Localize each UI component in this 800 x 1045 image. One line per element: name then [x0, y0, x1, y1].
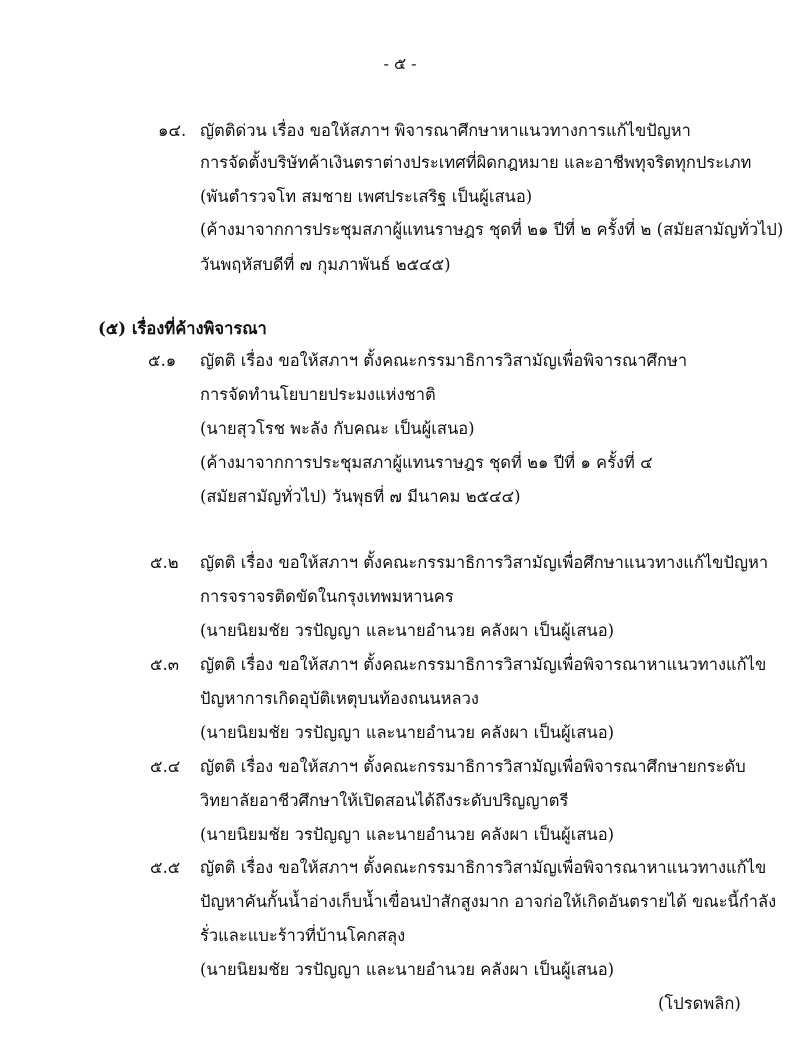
item-5-4-line-1: ญัตติ เรื่อง ขอให้สภาฯ ตั้งคณะกรรมาธิการวิสามัญเพื่อพิจารณาศึกษายกระดับ	[200, 757, 746, 776]
item-5-1-line-2: การจัดทำนโยบายประมงแห่งชาติ	[200, 385, 436, 404]
item-5-2-line-1: ญัตติ เรื่อง ขอให้สภาฯ ตั้งคณะกรรมาธิการวิสามัญเพื่อศึกษาแนวทางแก้ไขปัญหา	[200, 553, 769, 572]
item-14-line-3: (พันตำรวจโท สมชาย เพศประเสริฐ เป็นผู้เสนอ)	[200, 187, 533, 206]
item-5-3-line-2: ปัญหาการเกิดอุบัติเหตุบนท้องถนนหลวง	[200, 689, 479, 708]
item-14-line-1: ญัตติด่วน เรื่อง ขอให้สภาฯ พิจารณาศึกษาหาแนวทางการแก้ไขปัญหา	[200, 121, 691, 140]
item-5-2-line-3: (นายนิยมชัย วรปัญญา และนายอำนวย คลังผา เป็นผู้เสนอ)	[200, 621, 615, 640]
item-5-1-number: ๕.๑	[148, 351, 177, 370]
item-5-3-line-1: ญัตติ เรื่อง ขอให้สภาฯ ตั้งคณะกรรมาธิการวิสามัญเพื่อพิจารณาหาแนวทางแก้ไข	[200, 655, 767, 674]
item-14-line-5: วันพฤหัสบดีที่ ๗ กุมภาพันธ์ ๒๕๔๕)	[200, 255, 451, 274]
item-5-2-number: ๕.๒	[150, 553, 179, 572]
item-5-5-number: ๕.๕	[150, 858, 181, 877]
item-5-1-line-3: (นายสุวโรช พะลัง กับคณะ เป็นผู้เสนอ)	[200, 419, 475, 438]
please-turn-over-note: (โปรดพลิก)	[658, 994, 741, 1013]
item-5-1-line-4: (ค้างมาจากการประชุมสภาผู้แทนราษฎร ชุดที่ ๒๑ ปีที่ ๑ ครั้งที่ ๔	[200, 453, 653, 472]
item-5-4-number: ๕.๔	[150, 757, 181, 776]
item-5-3-number: ๕.๓	[150, 655, 180, 674]
item-5-5-line-2: ปัญหาคันกั้นน้ำอ่างเก็บน้ำเขื่อนป่าสักสูงมาก อาจก่อให้เกิดอันตรายได้ ขณะนี้กำลัง	[200, 892, 777, 911]
item-5-5-line-1: ญัตติ เรื่อง ขอให้สภาฯ ตั้งคณะกรรมาธิการวิสามัญเพื่อพิจารณาหาแนวทางแก้ไข	[200, 858, 767, 877]
item-14-number: ๑๔.	[158, 121, 187, 140]
section-5-heading: (๕) เรื่องที่ค้างพิจารณา	[98, 319, 267, 338]
item-5-5-line-4: (นายนิยมชัย วรปัญญา และนายอำนวย คลังผา เป็นผู้เสนอ)	[200, 960, 615, 979]
item-5-2-line-2: การจราจรติดขัดในกรุงเทพมหานคร	[200, 587, 454, 606]
item-5-5-line-3: รั่วและแบะร้าวที่บ้านโคกสลุง	[200, 926, 406, 945]
item-5-4-line-3: (นายนิยมชัย วรปัญญา และนายอำนวย คลังผา เป็นผู้เสนอ)	[200, 825, 615, 844]
item-5-1-line-1: ญัตติ เรื่อง ขอให้สภาฯ ตั้งคณะกรรมาธิการวิสามัญเพื่อพิจารณาศึกษา	[200, 351, 688, 370]
page-number: - ๕ -	[383, 54, 417, 73]
item-14-line-4: (ค้างมาจากการประชุมสภาผู้แทนราษฎร ชุดที่ ๒๑ ปีที่ ๒ ครั้งที่ ๒ (สมัยสามัญทั่วไป)	[200, 220, 784, 239]
item-5-1-line-5: (สมัยสามัญทั่วไป) วันพุธที่ ๗ มีนาคม ๒๕๔๔)	[200, 487, 521, 506]
item-5-4-line-2: วิทยาลัยอาชีวศึกษาให้เปิดสอนได้ถึงระดับปริญญาตรี	[200, 791, 569, 810]
item-14-line-2: การจัดตั้งบริษัทค้าเงินตราต่างประเทศที่ผิดกฎหมาย และอาชีพทุจริตทุกประเภท	[200, 153, 752, 172]
item-5-3-line-3: (นายนิยมชัย วรปัญญา และนายอำนวย คลังผา เป็นผู้เสนอ)	[200, 723, 615, 742]
